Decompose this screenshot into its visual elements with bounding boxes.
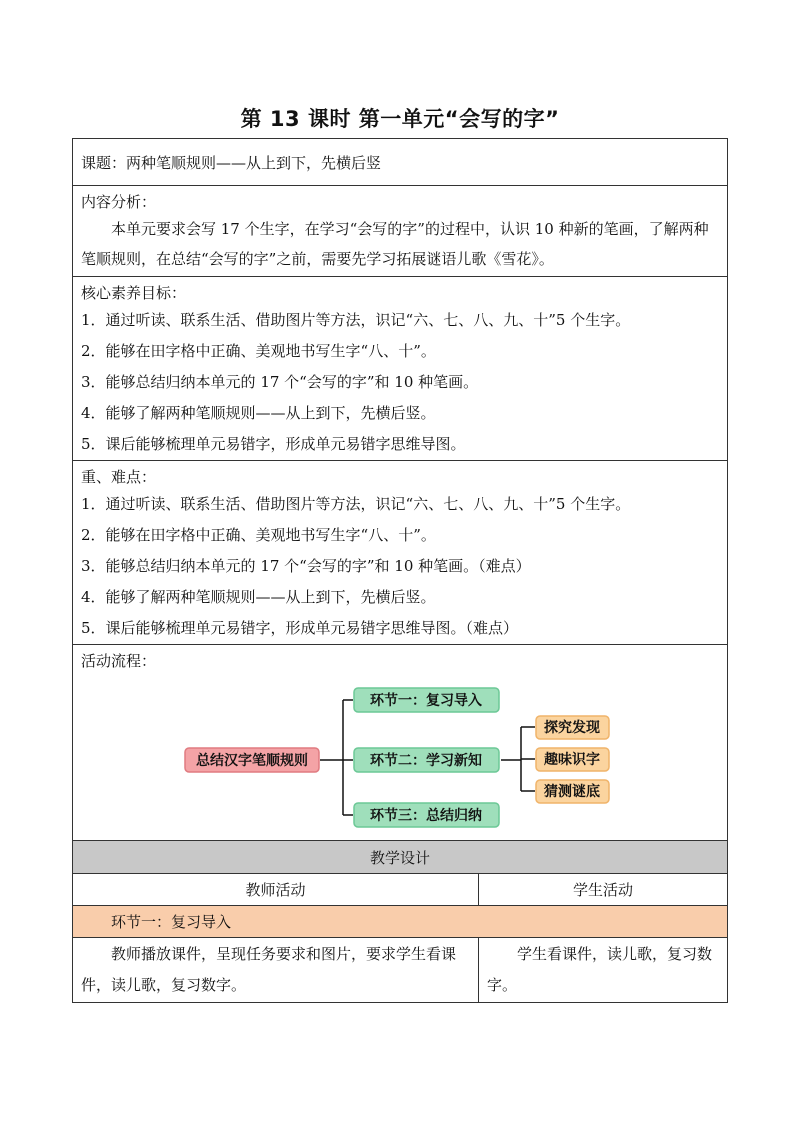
flow-sub-node	[536, 748, 609, 771]
stage-one-label: 环节一：复习导入	[73, 906, 728, 938]
content-analysis-text: 本单元要求会写 17 个生字，在学习“会写的字”的过程中，认识 10 种新的笔画，了解两种笔顺规则，在总结“会写的字”之前，需要先学习拓展谜语儿歌《雪花》。	[81, 220, 709, 268]
lesson-row	[73, 139, 728, 186]
flow-sub-node	[536, 716, 609, 739]
core-goal-item: 3．能够总结归纳本单元的 17 个“会写的字”和 10 种笔画。	[81, 373, 479, 391]
stage-row	[73, 906, 728, 938]
activity-body-row	[73, 938, 728, 1003]
teacher-column-header: 教师活动	[73, 874, 479, 906]
core-goal-item: 1．通过听读、联系生活、借助图片等方法，识记“六、七、八、九、十”5 个生字。	[81, 311, 631, 329]
teacher-activity-text: 教师播放课件，呈现任务要求和图片，要求学生看课件，读儿歌，复习数字。	[73, 938, 479, 1003]
key-point-item: 3．能够总结归纳本单元的 17 个“会写的字”和 10 种笔画。（难点）	[81, 557, 531, 575]
design-heading: 教学设计	[73, 841, 728, 874]
key-point-item: 2．能够在田字格中正确、美观地书写生字“八、十”。	[81, 526, 436, 544]
flow-root-node	[185, 748, 319, 772]
activity-flow-diagram	[73, 645, 728, 840]
student-activity-text: 学生看课件，读儿歌，复习数字。	[479, 938, 728, 1003]
flow-stage-label: 环节一：复习导入	[370, 693, 482, 709]
student-column-header: 学生活动	[479, 874, 728, 906]
core-goals-cell	[73, 277, 728, 461]
flow-sub-node	[536, 780, 609, 803]
flow-stage-label: 环节三：总结归纳	[370, 808, 482, 824]
key-points-heading: 重、难点：	[81, 468, 157, 486]
key-points-row	[73, 461, 728, 645]
key-points-cell	[73, 461, 728, 645]
core-goals-row	[73, 277, 728, 461]
content-analysis-heading: 内容分析：	[81, 193, 157, 211]
flow-sub-label: 猜测谜底	[544, 784, 600, 800]
core-goal-item: 5．课后能够梳理单元易错字，形成单元易错字思维导图。	[81, 435, 466, 453]
activity-flow-row	[73, 645, 728, 841]
content-analysis-cell	[73, 186, 728, 277]
flow-stage-node	[354, 803, 499, 827]
design-header-row	[73, 841, 728, 874]
core-goal-item: 4．能够了解两种笔顺规则——从上到下，先横后竖。	[81, 404, 436, 422]
page-title: 第 13 课时 第一单元“会写的字”	[240, 107, 560, 131]
flow-sub-label: 趣味识字	[544, 752, 600, 768]
flow-stage-node	[354, 688, 499, 712]
flow-stage-node	[354, 748, 499, 772]
activity-flow-cell	[73, 645, 728, 841]
key-point-item: 4．能够了解两种笔顺规则——从上到下，先横后竖。	[81, 588, 436, 606]
content-analysis-row	[73, 186, 728, 277]
activity-flow-heading: 活动流程：	[81, 652, 157, 670]
lesson-topic: 课题：两种笔顺规则——从上到下，先横后竖	[73, 139, 728, 186]
key-point-item: 5．课后能够梳理单元易错字，形成单元易错字思维导图。（难点）	[81, 619, 519, 637]
flow-stage-label: 环节二：学习新知	[370, 753, 482, 769]
core-goal-item: 2．能够在田字格中正确、美观地书写生字“八、十”。	[81, 342, 436, 360]
key-point-item: 1．通过听读、联系生活、借助图片等方法，识记“六、七、八、九、十”5 个生字。	[81, 495, 631, 513]
flow-sub-label: 探究发现	[544, 720, 600, 736]
core-goals-heading: 核心素养目标：	[81, 284, 187, 302]
column-header-row	[73, 874, 728, 906]
flow-root-label: 总结汉字笔顺规则	[196, 753, 308, 769]
lesson-plan-table	[72, 138, 728, 1003]
